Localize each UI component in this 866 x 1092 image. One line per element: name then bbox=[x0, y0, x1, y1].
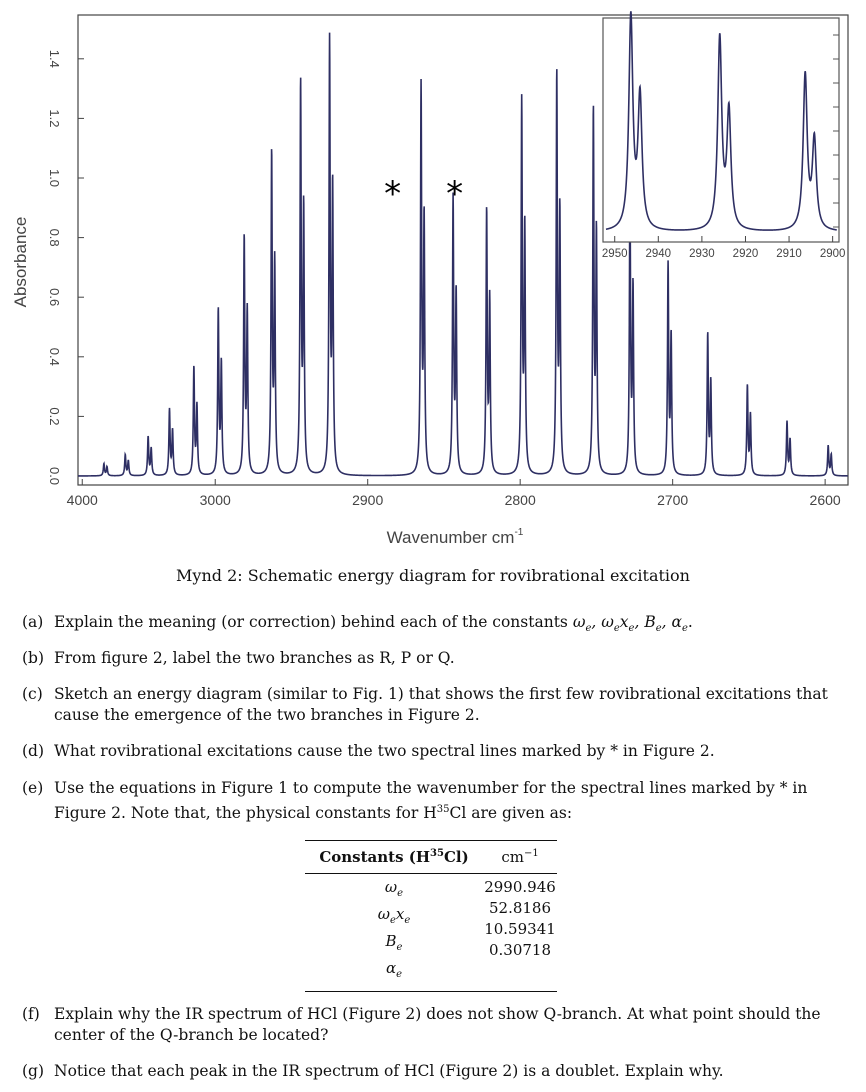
inset-x-tick-label: 2950 bbox=[601, 248, 628, 260]
y-tick-label: 0.0 bbox=[47, 466, 62, 486]
x-tick-label: 2800 bbox=[504, 492, 536, 508]
question-text: Explain why the IR spectrum of HCl (Figure 2) does not show Q-branch. At what point should the center of the Q-branch be located? bbox=[54, 1005, 821, 1044]
constant-value: 0.30718 bbox=[488, 941, 552, 959]
constant-symbol: $\alpha_e$ bbox=[385, 959, 403, 980]
question-d bbox=[22, 741, 857, 762]
question-label: (b) bbox=[22, 649, 45, 667]
inset-x-tick-label: 2930 bbox=[689, 248, 715, 260]
question-text: Explain the meaning (or correction) behind each of the constants $\omega_e$, $\omega_ex_e$, $B_e$, $\alpha_e$. bbox=[54, 613, 693, 635]
y-tick-label: 0.6 bbox=[47, 288, 62, 307]
x-tick-label: 2600 bbox=[809, 492, 841, 508]
y-tick-label: 1.2 bbox=[47, 109, 62, 128]
x-axis bbox=[67, 479, 841, 508]
question-label: (d) bbox=[22, 742, 45, 760]
question-label: (e) bbox=[22, 779, 44, 797]
question-text: From figure 2, label the two branches as R, P or Q. bbox=[54, 649, 455, 667]
question-text: What rovibrational excitations cause the two spectral lines marked by * in Figure 2. bbox=[54, 742, 715, 760]
x-tick-label: 4000 bbox=[66, 492, 98, 508]
x-axis-title: Wavenumber $cm^{-1}$ bbox=[386, 527, 524, 547]
question-g bbox=[22, 1061, 857, 1082]
inset-x-tick-label: 2900 bbox=[819, 248, 846, 260]
question-label: (a) bbox=[22, 613, 44, 631]
inset-x-tick-label: 2940 bbox=[645, 248, 672, 260]
question-e bbox=[22, 778, 857, 824]
inset-chart bbox=[602, 11, 846, 260]
question-text: Use the equations in Figure 1 to compute the wavenumber for the spectral lines marked by * in Figure 2. Note that, the physical constants for $H^{35}Cl$ are given as: bbox=[54, 779, 808, 823]
question-text: Notice that each peak in the IR spectrum of HCl (Figure 2) is a doublet. Explain why. bbox=[54, 1062, 724, 1080]
constant-value: 2990.946 bbox=[484, 878, 556, 896]
y-tick-label: 0.2 bbox=[47, 407, 62, 426]
constant-value: 10.59341 bbox=[484, 920, 556, 938]
question-text: Sketch an energy diagram (similar to Fig. 1) that shows the first few rovibrational excitations that cause the emergence of the two branches in Figure 2. bbox=[54, 685, 828, 724]
x-tick-label: 3000 bbox=[199, 492, 231, 508]
y-tick-label: 1.4 bbox=[47, 49, 62, 68]
question-label: (g) bbox=[22, 1062, 45, 1080]
y-tick-label: 1.0 bbox=[47, 168, 62, 188]
units-header: $cm^{-1}$ bbox=[501, 848, 539, 866]
star-marker-2: * bbox=[446, 174, 464, 214]
question-f bbox=[22, 1004, 857, 1046]
y-tick-label: 0.8 bbox=[47, 228, 62, 247]
x-tick-label: 2900 bbox=[352, 492, 384, 508]
x-tick-label: 2700 bbox=[657, 492, 689, 508]
y-axis-title: Absorbance bbox=[11, 216, 30, 308]
constants-table bbox=[305, 840, 557, 992]
question-label: (c) bbox=[22, 685, 43, 703]
question-label: (f) bbox=[22, 1005, 40, 1023]
question-b bbox=[22, 648, 857, 669]
constant-symbol: $B_e$ bbox=[385, 932, 403, 953]
constants-header: Constants $(H^{35}Cl)$ bbox=[319, 848, 469, 866]
constant-symbol: $\omega_ex_e$ bbox=[377, 905, 411, 926]
question-a bbox=[22, 612, 857, 639]
figure-caption: Mynd 2: Schematic energy diagram for rovibrational excitation bbox=[176, 566, 690, 585]
star-marker-1: * bbox=[384, 174, 402, 214]
question-c bbox=[22, 684, 857, 726]
inset-x-tick-label: 2910 bbox=[776, 248, 802, 260]
y-tick-label: 0.4 bbox=[47, 347, 62, 366]
inset-x-tick-label: 2920 bbox=[732, 248, 759, 260]
constant-symbol: $\omega_e$ bbox=[384, 878, 404, 899]
constant-value: 52.8186 bbox=[488, 899, 552, 917]
